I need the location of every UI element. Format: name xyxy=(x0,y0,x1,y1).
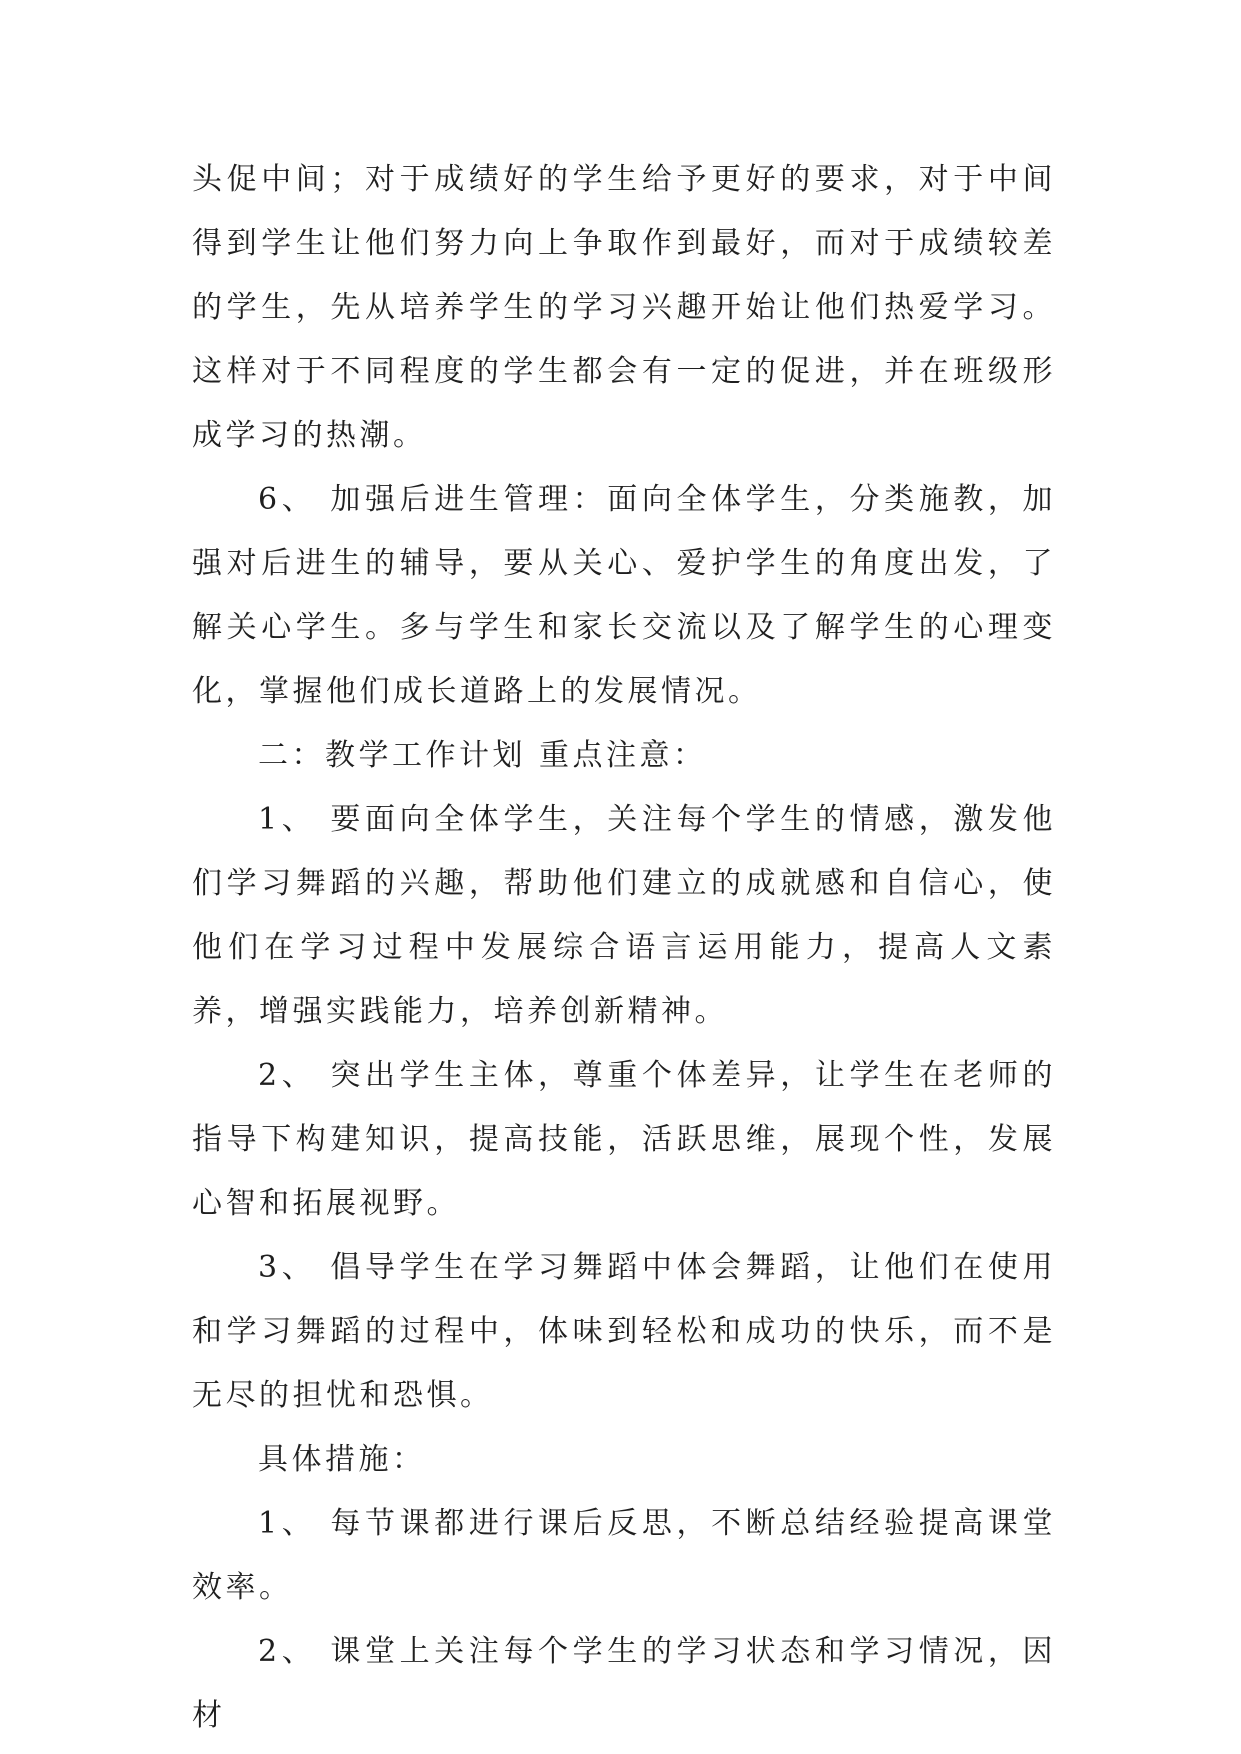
paragraph-item-6: 6、 加强后进生管理：面向全体学生，分类施教，加强对后进生的辅导，要从关心、爱护学生的角度出发，了解关心学生。多与学生和家长交流以及了解学生的心理变化，掌握他们成长道路上的发展情况。 xyxy=(192,482,1056,709)
paragraph-continuation: 头促中间；对于成绩好的学生给予更好的要求，对于中间得到学生让他们努力向上争取作到最好，而对于成绩较差的学生，先从培养学生的学习兴趣开始让他们热爱学习。这样对于不同程度的学生都会有一定的促进，并在班级形成学习的热潮。 xyxy=(192,162,1056,453)
paragraph-point-1: 1、 要面向全体学生，关注每个学生的情感，激发他们学习舞蹈的兴趣，帮助他们建立的成就感和自信心，使他们在学习过程中发展综合语言运用能力，提高人文素养，增强实践能力，培养创新精神。 xyxy=(192,802,1056,1029)
document-body xyxy=(192,148,1056,1748)
paragraph-measure-2: 2、 课堂上关注每个学生的学习状态和学习情况，因材 xyxy=(192,1634,1056,1733)
paragraph-point-3: 3、 倡导学生在学习舞蹈中体会舞蹈，让他们在使用和学习舞蹈的过程中，体味到轻松和成功的快乐，而不是无尽的担忧和恐惧。 xyxy=(192,1250,1056,1413)
paragraph-point-2: 2、 突出学生主体，尊重个体差异，让学生在老师的指导下构建知识，提高技能，活跃思维，展现个性，发展心智和拓展视野。 xyxy=(192,1058,1056,1221)
section-heading-teaching-plan: 二：教学工作计划 重点注意： xyxy=(258,738,707,773)
paragraph-measure-1: 1、 每节课都进行课后反思，不断总结经验提高课堂效率。 xyxy=(192,1506,1056,1605)
section-heading-measures: 具体措施： xyxy=(258,1442,426,1477)
